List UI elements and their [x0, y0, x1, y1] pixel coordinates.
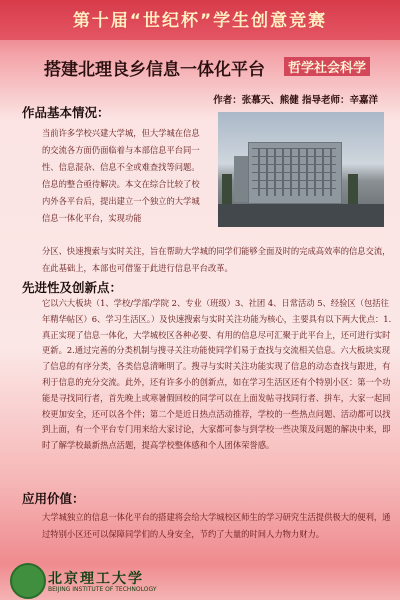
university-logo-icon — [10, 563, 46, 599]
poster-title: 搭建北理良乡信息一体化平台 — [44, 60, 265, 80]
campus-photo — [218, 112, 384, 227]
category-badge: 哲学社会科学 — [284, 57, 370, 76]
advantages-text: 它以六大板块（1、学校/学部/学院 2、专业（班级）3、社团 4、日常活动 5、经验区（包括往年精华帖区）6、学习生活区。）及快速搜索与实时关注功能为核心，主要具有以下两大优点：1.真正实现了信息一体化，大学城校区各种必要、有用的信息尽可汇聚于此平台上，还可进行实时更新。2.通过完善的分类机制与搜寻关注功能使同学们易于查找与交流相关信息。六大板块实现了信息的有序分类，各类信息清晰明了。搜寻与实时关注功能实现了信息的动态查找与跟进，有利于信息的充分交流。此外，还有许多小的创新点，如在学习生活区还有个特别小区：第一个功能是寻找同行者，首先晚上或寒暑假回校的同学可以在上面发帖寻找同行者、拼车，大家一起回校更加安全，还可以各个伴；第二个是近日热点活动推荐，学校的一些热点问题、活动都可以找到上面，有一个平台专门用来给大家讨论，大家都可参与到学校一些决策及问题的解决中来，即时了解学校最新热点活题，提高学校整体感和个人团体荣誉感。 — [42, 298, 392, 451]
application-heading: 应用价值： — [22, 491, 85, 506]
tree-shape — [222, 174, 232, 204]
intro-text: 当前许多学校兴建大学城，但大学城在信息的交流各方面仍面临着与本部信息平台同一性、信息混杂、信息不全或难查找等问题。信息的整合亟待解决。本文在综合比较了校内外各平台后，提出建立一个独立的大学城信息一体化平台，实现功能 — [42, 128, 200, 223]
tree-shape — [348, 174, 358, 204]
university-name: 北京理工大学 — [48, 571, 144, 587]
intro-text-continued: 分区、快速搜索与实时关注，旨在帮助大学城的同学们能够全面及时的完成高效率的信息交流，在此基础上，本部也可借鉴于此进行信息平台改革。 — [42, 246, 391, 273]
authors-line: 作者：张慕天、熊健 指导老师：辛嘉洋 — [213, 95, 378, 106]
contest-title: 第十届“世纪杯”学生创意竞赛 — [72, 11, 328, 31]
advantages-heading: 先进性及创新点： — [22, 280, 123, 295]
building-windows — [252, 148, 336, 196]
application-text: 大学城独立的信息一体化平台的搭建将会给大学城校区师生的学习研究生活提供极大的便利，通过特别小区还可以保障同学们的人身安全，节约了大量的时间人力物力财力。 — [42, 512, 391, 539]
intro-heading: 作品基本情况： — [22, 105, 110, 120]
road-shape — [218, 204, 384, 227]
university-name-en: BEIJING INSTITUTE OF TECHNOLOGY — [48, 586, 157, 593]
title-row — [0, 55, 400, 79]
